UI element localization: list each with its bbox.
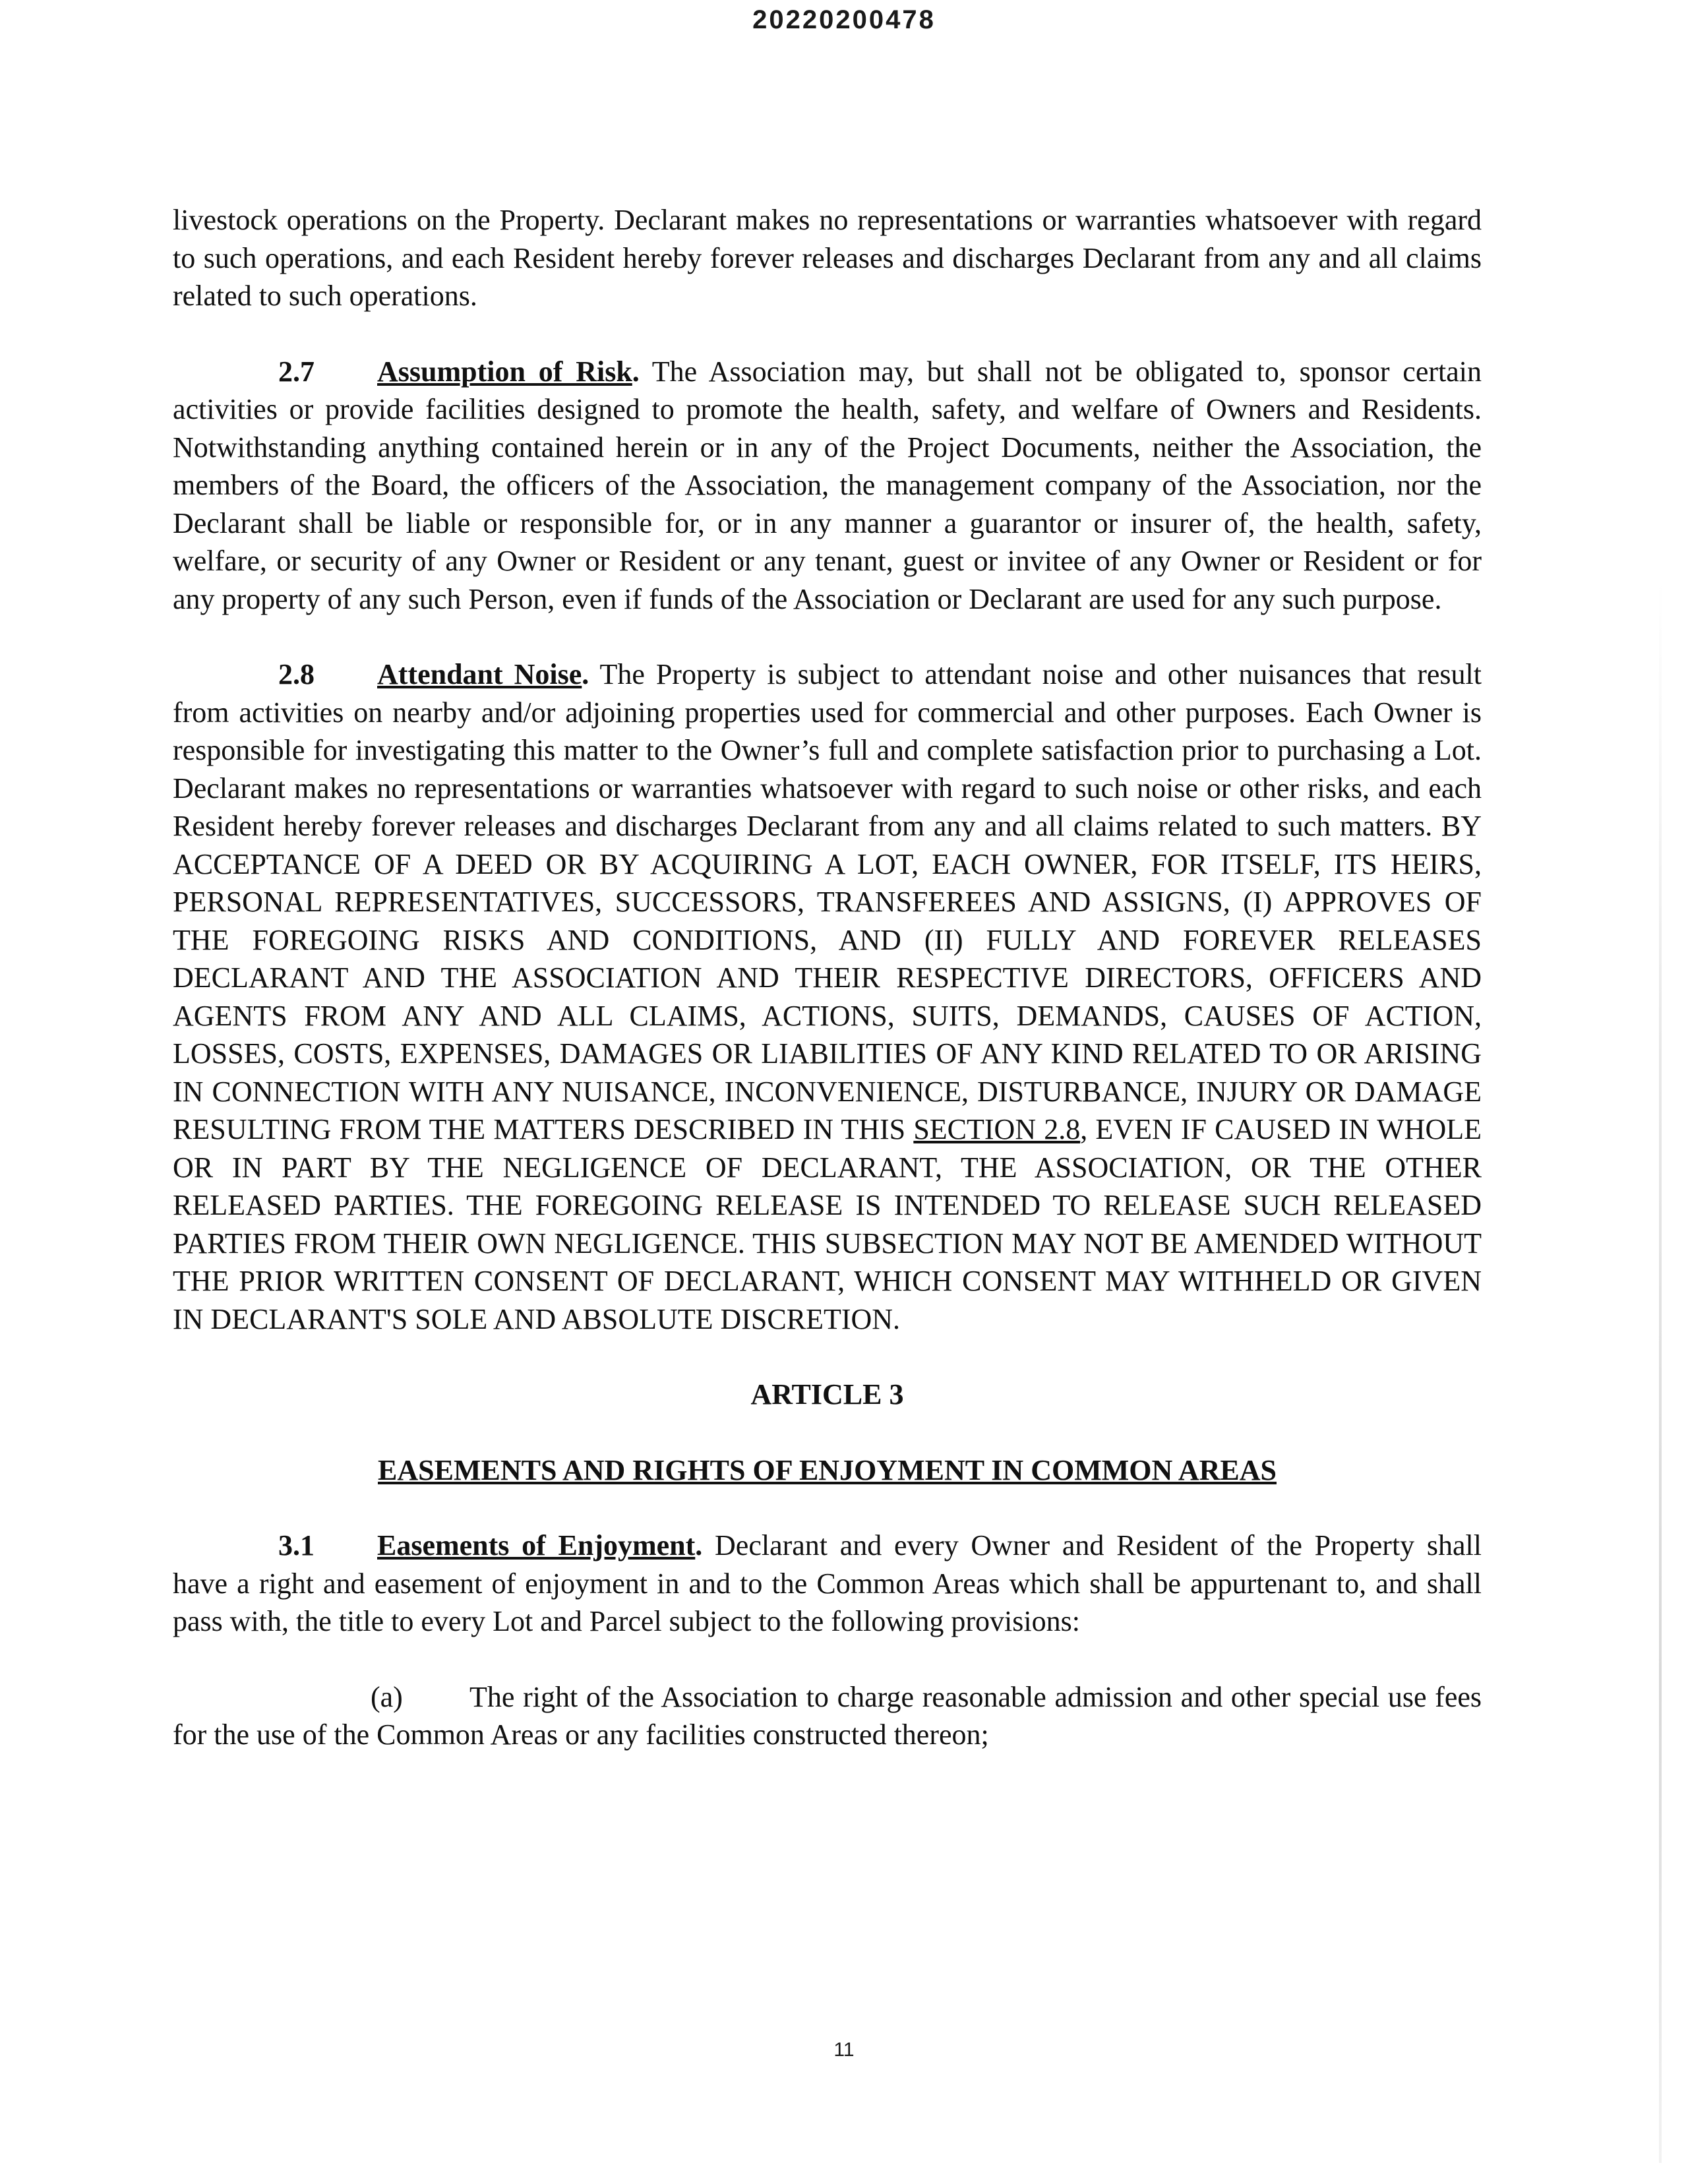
section-cross-reference: SECTION 2.8 bbox=[913, 1113, 1081, 1145]
article-title: EASEMENTS AND RIGHTS OF ENJOYMENT IN COMMON AREAS bbox=[378, 1453, 1277, 1486]
section-body-continued: , EVEN IF CAUSED IN WHOLE OR IN PART BY THE NEGLIGENCE OF DECLARANT, THE ASSOCIATION, OR THE OTHER RELEASED PARTIES. THE FOREGOING RELEASE IS INTENDED TO RELEASE SUCH RELEASED PARTIES FROM THEIR OWN NEGLIGENCE. THIS SUBSECTION MAY NOT BE AMENDED WITHOUT THE PRIOR WRITTEN CONSENT OF DECLARANT, WHICH CONSENT MAY WITHHELD OR GIVEN IN DECLARANT'S SOLE AND ABSOLUTE DISCRETION. bbox=[173, 1113, 1482, 1335]
section-number: 3.1 bbox=[278, 1529, 315, 1562]
subsection-body: The right of the Association to charge reasonable admission and other special use fees for the use of the Common Areas or any facilities constructed thereon; bbox=[173, 1680, 1482, 1751]
subsection-3-1-a bbox=[173, 1678, 1482, 1754]
section-title-period: . bbox=[582, 658, 589, 690]
section-number: 2.8 bbox=[278, 658, 315, 690]
section-title-period: . bbox=[695, 1529, 703, 1562]
section-body: The Property is subject to attendant noise and other nuisances that result from activities on nearby and/or adjoining properties used for commercial and other purposes. Each Owner is responsible for investigating this matter to the Owner’s full and complete satisfaction prior to purchasing a Lot. Declarant makes no representations or warranties whatsoever with regard to such noise or other risks, and each Resident hereby forever releases and discharges Declarant from any and all claims related to such matters. BY ACCEPTANCE OF A DEED OR BY ACQUIRING A LOT, EACH OWNER, FOR ITSELF, ITS HEIRS, PERSONAL REPRESENTATIVES, SUCCESSORS, TRANSFEREES AND ASSIGNS, (I) APPROVES OF THE FOREGOING RISKS AND CONDITIONS, AND (II) FULLY AND FOREVER RELEASES DECLARANT AND THE ASSOCIATION AND THEIR RESPECTIVE DIRECTORS, OFFICERS AND AGENTS FROM ANY AND ALL CLAIMS, ACTIONS, SUITS, DEMANDS, CAUSES OF ACTION, LOSSES, COSTS, EXPENSES, DAMAGES OR LIABILITIES OF ANY KIND RELATED TO OR ARISING IN CONNECTION WITH ANY NUISANCE, INCONVENIENCE, DISTURBANCE, INJURY OR DAMAGE RESULTING FROM THE MATTERS DESCRIBED IN THIS bbox=[173, 658, 1482, 1145]
section-number: 2.7 bbox=[278, 355, 315, 388]
section-title: Assumption of Risk bbox=[377, 355, 632, 388]
document-body bbox=[173, 201, 1482, 1792]
paragraph-continued: livestock operations on the Property. Declarant makes no representations or warranties whatsoever with regard to such operations, and each Resident hereby forever releases and discharges Declarant from any and all claims related to such operations. bbox=[173, 204, 1482, 312]
section-2-7 bbox=[173, 353, 1482, 619]
section-title-period: . bbox=[632, 355, 640, 388]
section-2-8 bbox=[173, 655, 1482, 1338]
document-number: 20220200478 bbox=[752, 5, 936, 34]
section-title: Attendant Noise bbox=[377, 658, 582, 690]
subsection-label: (a) bbox=[371, 1680, 403, 1713]
section-3-1 bbox=[173, 1527, 1482, 1641]
page-number: 11 bbox=[833, 2039, 855, 2061]
section-body: The Association may, but shall not be obligated to, sponsor certain activities or provide facilities designed to promote the health, safety, and welfare of Owners and Residents. Notwithstanding anything contained herein or in any of the Project Documents, neither the Association, the members of the Board, the officers of the Association, the management company of the Association, nor the Declarant shall be liable or responsible for, or in any manner a guarantor or insurer of, the health, safety, welfare, or security of any Owner or Resident or any tenant, guest or invitee of any Owner or Resident or for any property of any such Person, even if funds of the Association or Declarant are used for any such purpose. bbox=[173, 355, 1482, 615]
scan-edge-shadow bbox=[1659, 580, 1662, 2163]
article-heading: ARTICLE 3 bbox=[750, 1378, 904, 1410]
section-title: Easements of Enjoyment bbox=[377, 1529, 696, 1562]
section-body: Declarant and every Owner and Resident of the Property shall have a right and easement of enjoyment in and to the Common Areas which shall be appurtenant to, and shall pass with, the title to every Lot and Parcel subject to the following provisions: bbox=[173, 1529, 1482, 1637]
